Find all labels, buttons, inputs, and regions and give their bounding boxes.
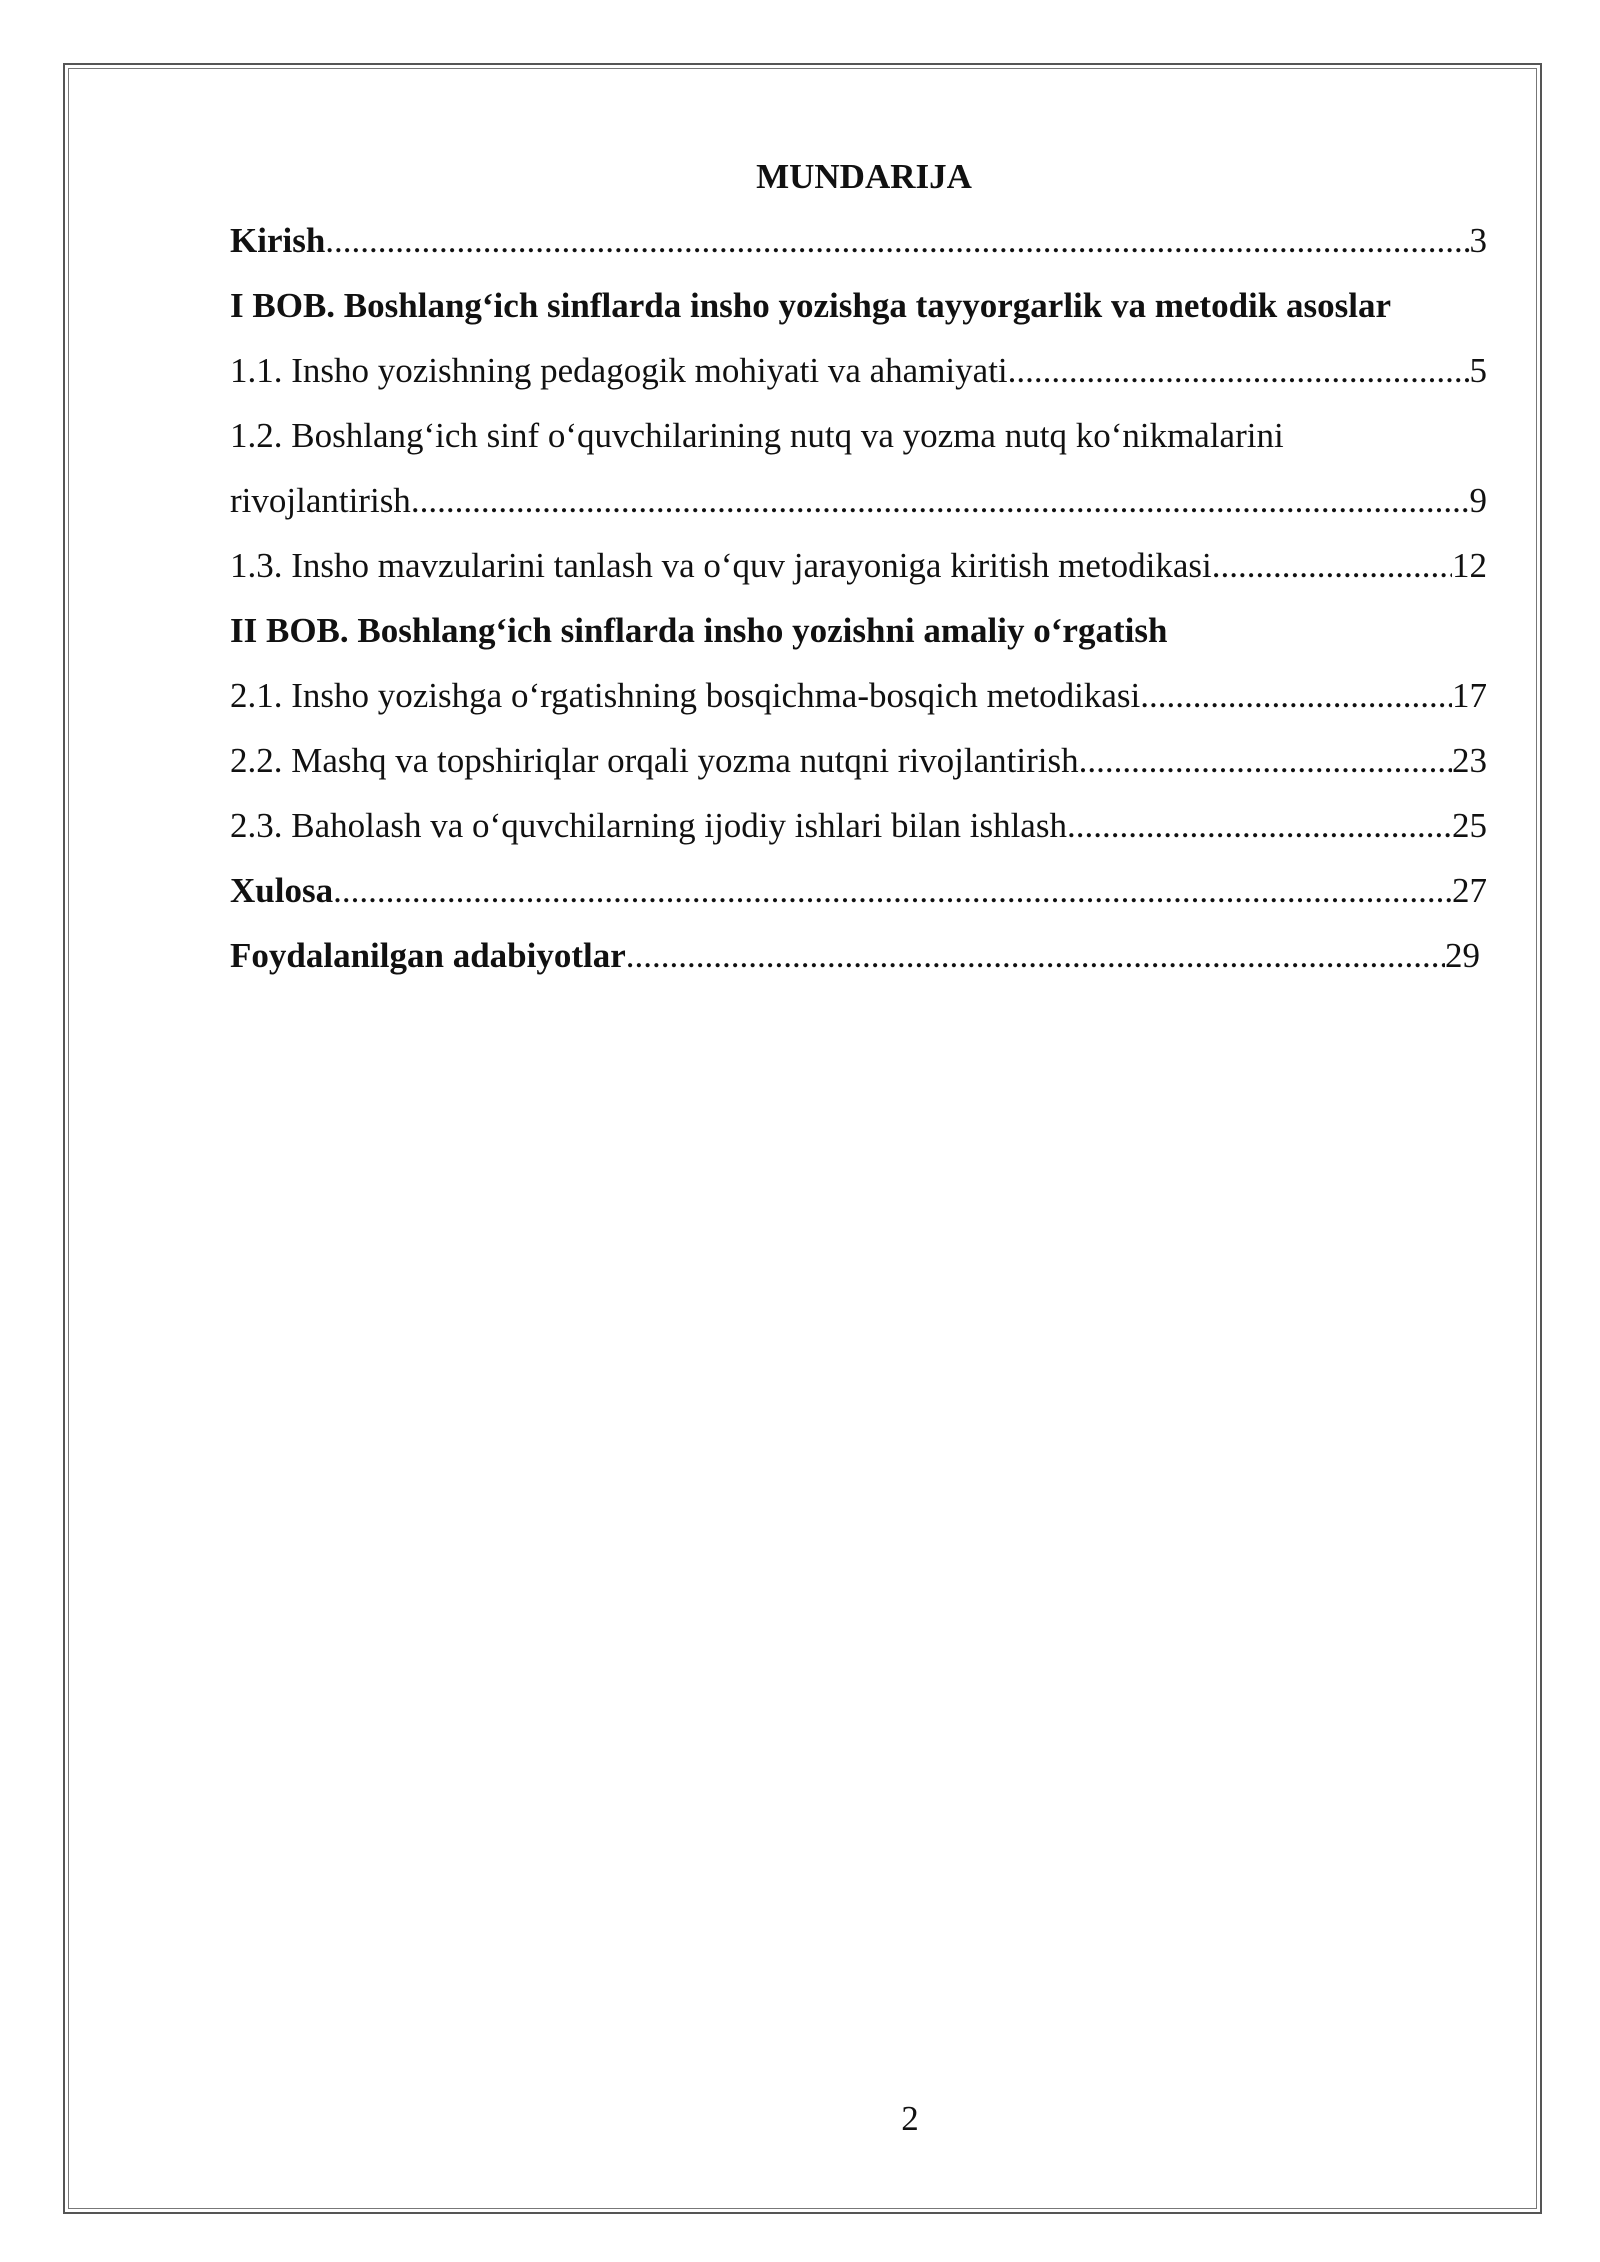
toc-entry-text: 1.1. Insho yozishning pedagogik mohiyati va ahamiyati [230,351,1008,390]
toc-page-number: 9 [1469,481,1487,520]
toc-entry-2-1[interactable] [230,673,1487,719]
toc-page-number: 23 [1452,741,1487,780]
toc-leader-dots [1079,738,1452,784]
toc-leader-dots [333,868,1452,914]
toc-title: MUNDARIJA [756,157,972,196]
toc-entry-text: Foydalanilgan adabiyotlar [230,936,626,975]
toc-page-number: 5 [1469,351,1487,390]
toc-entry-text: rivojlantirish [230,481,411,520]
toc-page-number: 25 [1452,806,1487,845]
toc-entry-text: 1.3. Insho mavzularini tanlash va o‘quv jarayoniga kiritish metodikasi [230,546,1212,585]
toc-entry-xulosa[interactable] [230,868,1487,914]
page-number: 2 [901,2099,919,2138]
toc-entry-text: Xulosa [230,871,334,910]
toc-page-number: 12 [1452,546,1487,585]
toc-leader-dots [626,933,1445,979]
toc-entry-2-2[interactable] [230,738,1487,784]
toc-leader-dots [1008,348,1470,394]
toc-entry-text: Kirish [230,221,326,260]
toc-leader-dots [325,218,1469,264]
toc-entry-1-2-line1[interactable]: 1.2. Boshlang‘ich sinf o‘quvchilarining nutq va yozma nutq ko‘nikmalarini [230,416,1284,455]
toc-page-number: 3 [1469,221,1487,260]
toc-entry-text: 2.1. Insho yozishga o‘rgatishning bosqichma-bosqich metodikasi [230,676,1141,715]
toc-page-number: 29 [1445,936,1480,975]
toc-entry-kirish[interactable] [230,218,1487,264]
toc-entry-text: 2.3. Baholash va o‘quvchilarning ijodiy ishlari bilan ishlash [230,806,1067,845]
toc-leader-dots [1067,803,1452,849]
toc-entry-1-2[interactable] [230,478,1487,524]
toc-entry-adabiyotlar[interactable] [230,933,1480,979]
toc-entry-2-3[interactable] [230,803,1487,849]
toc-chapter-2[interactable]: II BOB. Boshlang‘ich sinflarda insho yozishni amaliy o‘rgatish [230,611,1168,650]
toc-entry-1-1[interactable] [230,348,1487,394]
toc-chapter-1[interactable]: I BOB. Boshlang‘ich sinflarda insho yozishga tayyorgarlik va metodik asoslar [230,286,1391,325]
toc-page-number: 17 [1452,676,1487,715]
toc-entry-1-3[interactable] [230,543,1487,589]
toc-leader-dots [1212,543,1452,589]
toc-page-number: 27 [1452,871,1487,910]
toc-leader-dots [1140,673,1452,719]
toc-leader-dots [411,478,1470,524]
toc-entry-text: 2.2. Mashq va topshiriqlar orqali yozma nutqni rivojlantirish [230,741,1079,780]
